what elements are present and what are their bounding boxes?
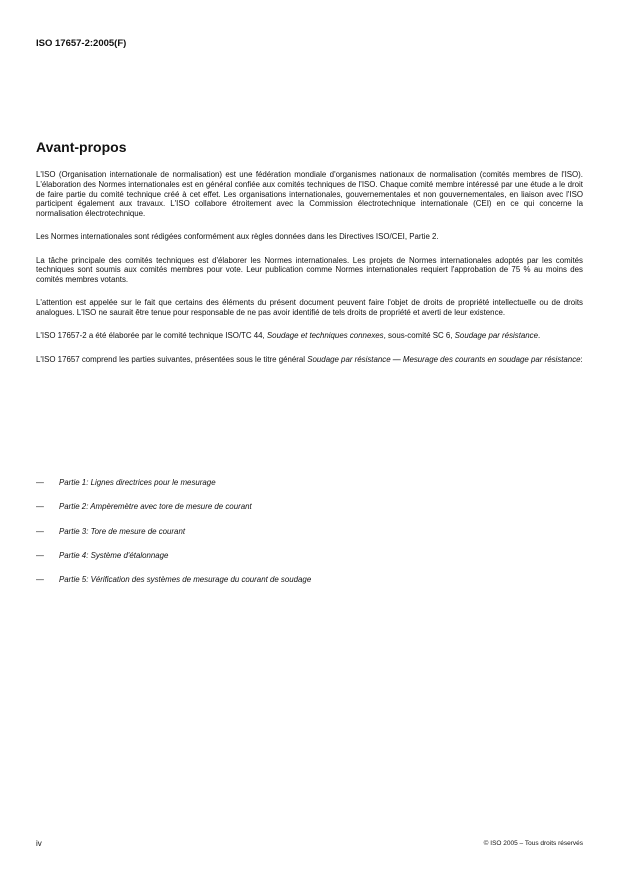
list-item xyxy=(36,478,311,502)
paragraph-parts-intro xyxy=(36,355,583,365)
list-item xyxy=(36,551,311,575)
subcommittee-title: Soudage par résistance xyxy=(454,331,539,341)
foreword-body xyxy=(36,170,583,378)
text: . xyxy=(538,331,541,341)
list-item xyxy=(36,527,311,551)
list-item-text: Partie 3: Tore de mesure de courant xyxy=(59,526,186,536)
paragraph-technical-committees: La tâche principale des comités techniques est d'élaborer les Normes internationales. Les projets de Normes internationales adoptés par les comités techniques sont soumis aux comités membres pour vote. Leur publication comme Normes internationales requiert l'approbation de 75 % au moins des comités membres votants. xyxy=(36,255,583,284)
page-number: iv xyxy=(36,839,42,848)
text: : xyxy=(580,354,583,364)
list-item xyxy=(36,575,311,599)
dash-bullet: — xyxy=(36,575,44,585)
parts-list xyxy=(36,478,311,599)
text: L'ISO 17657-2 a été élaborée par le comité technique ISO/TC 44, xyxy=(36,331,267,341)
committee-title: Soudage et techniques connexes xyxy=(266,331,384,341)
paragraph-prepared-by xyxy=(36,331,583,341)
list-item-text: Partie 4: Système d'étalonnage xyxy=(59,550,169,560)
paragraph-directives: Les Normes internationales sont rédigées conformément aux règles données dans les Directives ISO/CEI, Partie 2. xyxy=(36,232,439,242)
paragraph-iso-intro: L'ISO (Organisation internationale de normalisation) est une fédération mondiale d'organismes nationaux de normalisation (comités membres de l'ISO). L'élaboration des Normes internationales est en général confiée aux comités techniques de l'ISO. Chaque comité membre intéressé par une étude a le droit de faire partie du comité technique créé à cet effet. Les organisations internationales, gouvernementales et non gouvernementales, en liaison avec l'ISO participent également aux travaux. L'ISO collabore étroitement avec la Commission électrotechnique internationale (CEI) en ce qui concerne la normalisation électrotechnique. xyxy=(36,170,583,218)
dash-bullet: — xyxy=(36,478,44,487)
dash-bullet: — xyxy=(36,502,44,512)
paragraph-patent-rights: L'attention est appelée sur le fait que certains des éléments du présent document peuvent faire l'objet de droits de propriété intellectuelle ou de droits analogues. L'ISO ne saurait être tenue pour responsable de ne pas avoir identifié de tels droits de propriété et averti de leur existence. xyxy=(36,298,583,317)
text: , sous-comité SC 6, xyxy=(383,331,455,341)
copyright-notice: © ISO 2005 – Tous droits réservés xyxy=(483,840,583,847)
general-title: Soudage par résistance — Mesurage des courants en soudage par résistance xyxy=(307,354,581,364)
dash-bullet: — xyxy=(36,550,44,560)
list-item-text: Partie 2: Ampèremètre avec tore de mesure de courant xyxy=(59,502,252,512)
dash-bullet: — xyxy=(36,526,44,536)
document-header: ISO 17657-2:2005(F) xyxy=(36,38,127,49)
list-item xyxy=(36,502,311,526)
list-item-text: Partie 5: Vérification des systèmes de mesurage du courant de soudage xyxy=(59,575,312,585)
section-title: Avant-propos xyxy=(36,139,127,155)
list-item-text: Partie 1: Lignes directrices pour le mesurage xyxy=(59,478,216,487)
text: L'ISO 17657 comprend les parties suivantes, présentées sous le titre général xyxy=(36,354,308,364)
